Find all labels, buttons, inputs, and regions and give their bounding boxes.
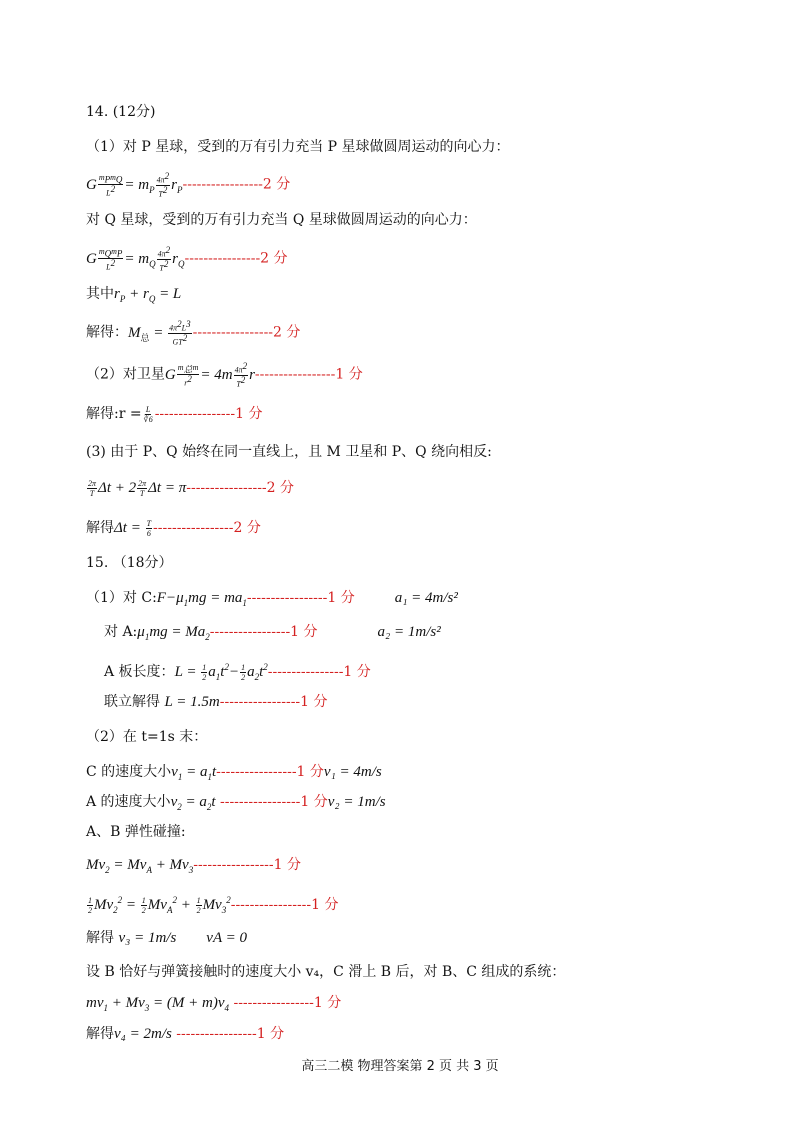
q14-q-equation: G $\frac{m_Qm_P}{L^2}$ = $m_Q$ $\frac{4\pi^2}{T^2}$ $r_Q----------------2$ 分 — [86, 245, 288, 273]
q15-va-label: A 的速度大小 — [86, 794, 171, 810]
q14-p-equation: G $\frac{m_Pm_Q}{L^2}$ = $m_P$ $\frac{4\pi^2}{T^2}$ $r_P-----------------2$ 分 — [86, 171, 291, 199]
q15-a-score: -----------------1 分 — [209, 624, 318, 640]
q15-c-line: （1）对 $C:F-\mu_1mg = ma_1-----------------1$ 分 a₁ = 4m/s² — [86, 590, 458, 608]
q14-mass-line: 解得：$M_总$ = $\frac{4\pi^2L^3}{GT^2}$ -----------------2 分 — [86, 319, 301, 347]
q15-a-result: a₂ = 1m/s² — [377, 624, 441, 640]
q15-v4-label: 解得 — [86, 1026, 114, 1042]
q14-dt-line: 解得Δt = $\frac{T}{6}$ -----------------2 分 — [86, 519, 261, 539]
q14-p-score: -----------------2 分 — [182, 176, 291, 193]
q15-va-result: v₂ = 1m/s — [327, 794, 386, 810]
q14-r-score: -----------------1 分 — [154, 406, 263, 422]
q15-system-line: $mv_1 + Mv_3 = (M + m)v_4$ -----------------1 分 — [86, 995, 342, 1013]
q14-mass-score: -----------------2 分 — [192, 324, 301, 341]
q15-system-score: -----------------1 分 — [233, 995, 342, 1011]
q14-part2-label: （2）对卫星 — [86, 366, 165, 383]
q14-part1-intro: （1）对 P 星球，受到的万有引力充当 P 星球做圆周运动的向心力： — [86, 139, 510, 155]
q14-r-line: 解得:r = $\frac{L}{∛6}$ -----------------1 分 — [86, 405, 263, 425]
q15-va-score: -----------------1 分 — [219, 794, 328, 810]
q14-dt-score: -----------------2 分 — [153, 520, 261, 536]
q15-v4-line — [86, 1024, 284, 1044]
q14-q-intro: 对 Q 星球，受到的万有引力充当 Q 星球做圆周运动的向心力： — [86, 212, 477, 228]
q14-header: 14. (12分) — [86, 104, 156, 120]
q14-part3-intro: (3) 由于 P、Q 始终在同一直线上，且 M 卫星和 P、Q 绕向相反: — [86, 444, 492, 460]
q15-solve-va: vA = 0 — [206, 930, 247, 946]
q15-length-label: A 板长度： — [104, 664, 175, 680]
q15-vc-score: -----------------1 分 — [216, 764, 324, 780]
q15-vc-result: v₁ = 4m/s — [323, 764, 382, 780]
q15-vc-label: C 的速度大小 — [86, 764, 172, 780]
q15-joint-line — [104, 692, 328, 712]
q14-r-label: 解得:r = — [86, 406, 142, 422]
q15-spring-intro: 设 B 恰好与弹簧接触时的速度大小 v₄，C 滑上 B 后，对 B、C 组成的系统： — [86, 964, 566, 980]
q15-v4-score: -----------------1 分 — [176, 1026, 285, 1042]
page-footer: 高三二模 物理答案第 2 页 共 3 页 — [301, 1059, 499, 1074]
q15-momentum-score: -----------------1 分 — [193, 857, 301, 873]
q15-v4-value: v₄ = 2m/s — [114, 1026, 172, 1042]
q15-length-line: A 板长度：L = $\frac{1}{2}$ $a_1t^2-$ $\frac{1}{2}$ $a_2t^2----------------1$ 分 — [104, 662, 371, 683]
q14-part2-line: （2）对卫星G $\frac{m_总m}{r^2}$ = 4m $\frac{4\pi^2}{T^2}$ r-----------------1 分 — [86, 361, 363, 389]
q15-joint-label: 联立解得 — [104, 694, 160, 710]
q14-part3-score: -----------------2 分 — [186, 480, 295, 496]
q15-header: 15. （18分） — [86, 555, 173, 571]
q15-solve-v3: v₃ = 1m/s — [118, 930, 177, 946]
q15-a-label: 对 A: — [104, 624, 138, 640]
q15-part2-label: （2）在 t=1s 末： — [86, 729, 208, 745]
q15-solve-label: 解得 — [86, 930, 114, 946]
q15-c-score: -----------------1 分 — [246, 590, 355, 606]
q14-sum-label: 其中 — [86, 286, 114, 302]
q15-joint-value: L = 1.5m — [164, 694, 220, 710]
q15-collision-label: A、B 弹性碰撞: — [86, 824, 186, 840]
q15-a-line: 对 $A:\mu_1mg = Ma_2-----------------1$ 分 a₂ = 1m/s² — [104, 624, 441, 642]
q14-q-score: ----------------2 分 — [184, 250, 288, 267]
q14-part2-score: -----------------1 分 — [254, 366, 363, 383]
q14-mass-label: 解得： — [86, 324, 128, 341]
q15-length-score: ----------------1 分 — [267, 664, 371, 680]
q15-energy-line: $\frac{1}{2}$ $Mv_2^2$ = $\frac{1}{2}$ $Mv_A^2$ + $\frac{1}{2}$ $Mv_3^2-----------------1$ 分 — [88, 895, 339, 916]
q15-vc-line: C 的速度大小$v_1 = a_1t-----------------1$ 分v₁ = 4m/s — [86, 764, 382, 782]
q15-c-label: （1）对 C: — [86, 590, 157, 606]
q15-solve-line — [86, 928, 247, 948]
q15-energy-score: -----------------1 分 — [230, 897, 339, 913]
q14-sum-line: 其中$r_P + r_Q = L$ — [86, 286, 182, 304]
q15-joint-score: -----------------1 分 — [219, 694, 328, 710]
q14-dt-label: 解得 — [86, 520, 114, 536]
q15-va-line: A 的速度大小$v_2 = a_2t$ -----------------1 分v₂ = 1m/s — [86, 794, 386, 812]
q14-part3-equation: $\frac{2\pi}{T}$ Δt + 2 $\frac{2\pi}{T}$ Δt = π-----------------2 分 — [88, 479, 295, 499]
q15-momentum-line: $Mv_2 = Mv_A + Mv_3-----------------1$ 分 — [86, 857, 301, 875]
q15-c-result: a₁ = 4m/s² — [394, 590, 458, 606]
